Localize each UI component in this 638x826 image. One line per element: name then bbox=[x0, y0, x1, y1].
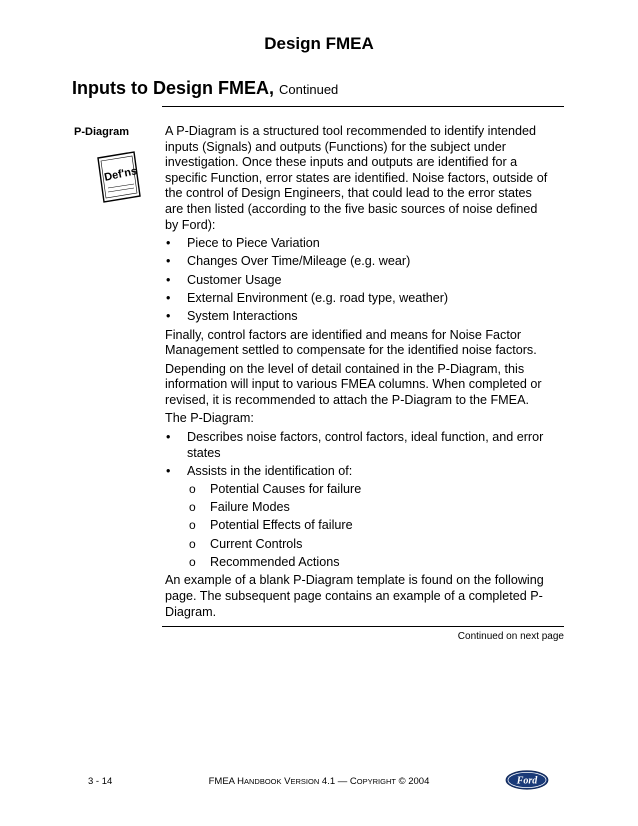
bullet: • bbox=[166, 272, 171, 287]
detail-paragraph: Depending on the level of detail contained in the P-Diagram, this information will input to various FMEA columns. When completed or revised, it is recommended to attach the P-Diagram to the FMEA. bbox=[165, 361, 542, 407]
sub-bullet: o bbox=[189, 500, 196, 515]
list-item: • Assists in the identification of: bbox=[166, 463, 353, 478]
sub-bullet: o bbox=[189, 518, 196, 533]
list-item: • Customer Usage bbox=[166, 272, 282, 287]
definitions-icon-text: Def'ns bbox=[103, 165, 139, 184]
pdiagram-intro: The P-Diagram: bbox=[165, 411, 254, 426]
intro-paragraph: A P-Diagram is a structured tool recommended to identify intended inputs (Signals) and outputs (Functions) for the subject under investigation. Once these inputs and outputs are identified for a specific Function, error states are identified. Noise factors, outside of the control of Design Engineers, that could lead to the error states are then listed (according to the five basic sources of noise defined by Ford): bbox=[165, 124, 548, 232]
ford-logo bbox=[505, 770, 549, 790]
closing-paragraph: An example of a blank P-Diagram template is found on the following page. The subsequent page contains an example of a completed P-Diagram. bbox=[165, 573, 544, 619]
top-divider bbox=[162, 106, 564, 107]
page-title: Design FMEA bbox=[264, 34, 374, 53]
bottom-divider bbox=[162, 626, 564, 627]
bullet: • bbox=[166, 254, 171, 269]
sub-bullet: o bbox=[189, 554, 196, 569]
sub-list-item: o Potential Effects of failure bbox=[189, 518, 353, 533]
noise-sources-list bbox=[165, 236, 553, 324]
bullet: • bbox=[166, 290, 171, 305]
control-factors-paragraph: Finally, control factors are identified and means for Noise Factor Management settled to compensate for the identified noise factors. bbox=[165, 327, 537, 358]
ford-logo-text: Ford bbox=[516, 775, 538, 787]
sub-list-item: o Failure Modes bbox=[189, 500, 290, 515]
sub-bullet: o bbox=[189, 482, 196, 497]
list-item: • Piece to Piece Variation bbox=[166, 236, 320, 251]
sub-bullet: o bbox=[189, 536, 196, 551]
continued-label: Continued bbox=[279, 82, 339, 97]
sub-list-item: o Recommended Actions bbox=[189, 554, 340, 569]
definitions-note-icon bbox=[92, 148, 144, 204]
list-item: • Changes Over Time/Mileage (e.g. wear) bbox=[166, 254, 411, 269]
section-heading bbox=[72, 78, 338, 99]
bullet: • bbox=[166, 430, 171, 445]
bullet: • bbox=[166, 308, 171, 323]
section-heading-text: Inputs to Design FMEA, bbox=[72, 78, 274, 98]
list-item: • Describes noise factors, control factors, ideal function, and error states bbox=[166, 430, 544, 460]
margin-label: P-Diagram bbox=[74, 126, 130, 138]
body-text bbox=[165, 124, 553, 623]
sub-list-item: o Current Controls bbox=[189, 536, 303, 551]
footer-title: FMEA HANDBOOK VERSION 4.1 — COPYRIGHT © 2004 bbox=[208, 776, 430, 787]
pdiagram-points-list bbox=[165, 430, 553, 570]
bullet: • bbox=[166, 236, 171, 251]
bullet: • bbox=[166, 463, 171, 478]
list-item: • System Interactions bbox=[166, 308, 298, 323]
footer-page-number: 3 - 14 bbox=[88, 776, 113, 787]
sub-list-item: o Potential Causes for failure bbox=[189, 482, 362, 497]
continued-next-page: Continued on next page bbox=[457, 631, 564, 642]
list-item: • External Environment (e.g. road type, weather) bbox=[166, 290, 449, 305]
